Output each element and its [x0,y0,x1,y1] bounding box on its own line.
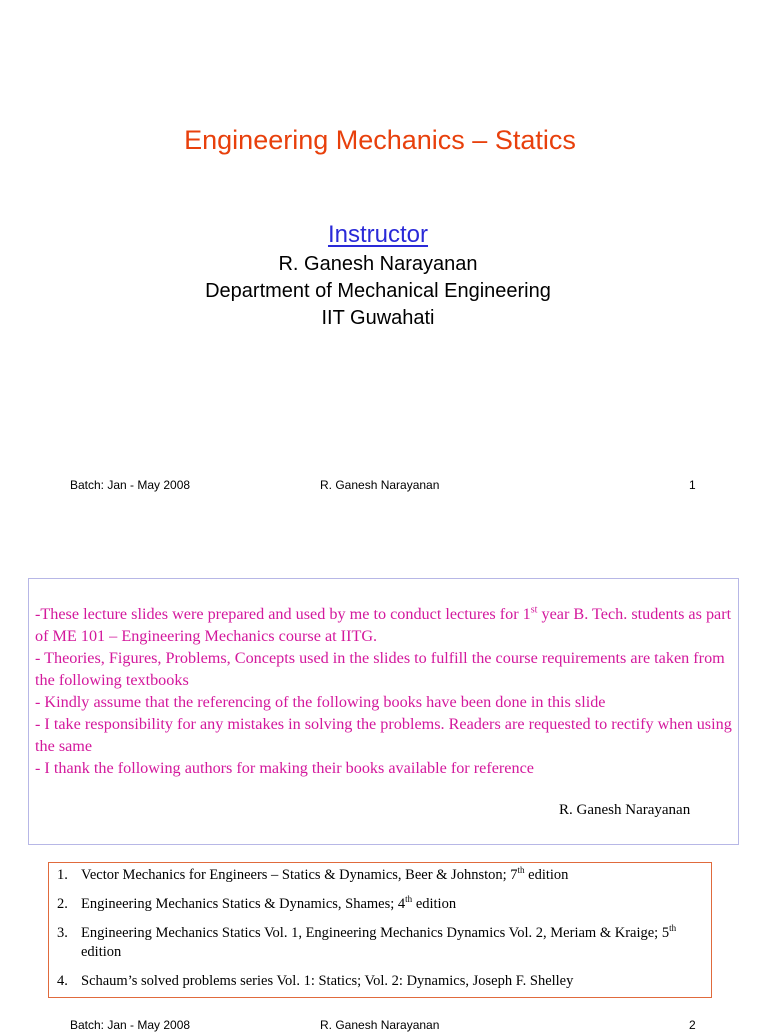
book-title: Engineering Mechanics Statics & Dynamics, Shames; 4 [81,896,406,912]
book-edition: edition [524,867,569,883]
disclaimer-line-1-text-end: year B. Tech. students as part of ME 101 – Engineering Mechanics course at IITG. [35,605,732,645]
textbook-item [48,895,712,914]
textbook-item [48,972,712,991]
signature: R. Ganesh Narayanan [559,802,691,818]
footer-author: R. Ganesh Narayanan [320,1018,440,1032]
item-number: 1. [57,867,68,883]
textbook-item [48,924,712,962]
book-edition: edition [412,896,457,912]
book-title: Schaum’s solved problems series Vol. 1: Statics; Vol. 2: Dynamics, Joseph F. Shelley [81,973,574,989]
instructor-institute: IIT Guwahati [321,307,435,329]
item-number: 3. [57,925,68,941]
footer-page-number: 2 [689,1018,696,1032]
ordinal-suffix: st [530,604,538,616]
instructor-name: R. Ganesh Narayanan [278,253,478,275]
disclaimer-text [35,603,740,779]
ordinal-suffix: th [405,894,413,905]
disclaimer-line-1-text: -These lecture slides were prepared and used by me to conduct lectures for 1 [35,605,531,623]
instructor-heading: Instructor [327,221,429,248]
book-title: Engineering Mechanics Statics Vol. 1, Engineering Mechanics Dynamics Vol. 2, Meriam & Kraige; 5 [81,925,670,941]
disclaimer-line-1 [35,603,740,647]
book-edition: edition [81,944,122,960]
ordinal-suffix: th [517,865,525,876]
disclaimer-line-3: - Kindly assume that the referencing of the following books have been done in this slide [35,693,606,711]
instructor-department: Department of Mechanical Engineering [205,280,551,302]
footer-batch: Batch: Jan - May 2008 [70,478,191,492]
textbook-item [48,866,712,885]
footer-batch: Batch: Jan - May 2008 [70,1018,191,1032]
disclaimer-line-2: - Theories, Figures, Problems, Concepts used in the slides to fulfill the course requirements are taken from the following textbooks [35,649,725,689]
item-number: 4. [57,973,68,989]
footer-author: R. Ganesh Narayanan [320,478,440,492]
item-number: 2. [57,896,68,912]
slide-title: Engineering Mechanics – Statics [184,125,576,155]
disclaimer-line-5: - I thank the following authors for making their books available for reference [35,759,534,777]
book-title: Vector Mechanics for Engineers – Statics & Dynamics, Beer & Johnston; 7 [81,867,518,883]
textbook-list [48,866,712,1001]
ordinal-suffix: th [669,923,677,934]
footer-page-number: 1 [689,478,696,492]
disclaimer-line-4: - I take responsibility for any mistakes in solving the problems. Readers are requested to rectify when using the same [35,715,732,755]
